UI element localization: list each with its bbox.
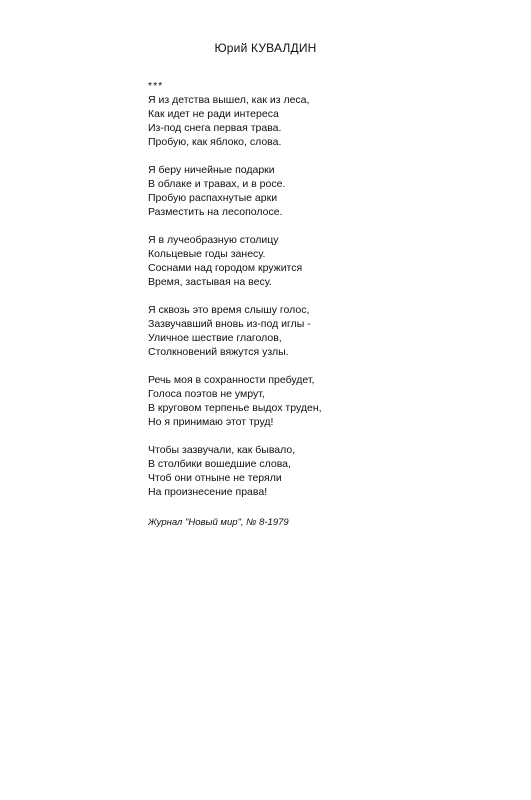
poem-line: Я беру ничейные подарки (148, 164, 275, 176)
poem-line: Кольцевые годы занесу. (148, 248, 266, 260)
poem-line: Речь моя в сохранности пребудет, (148, 374, 315, 386)
poem-line: Как идет не ради интереса (148, 108, 279, 120)
poem-line: Я в лучеобразную столицу (148, 234, 279, 246)
poem-line: Зазвучавший вновь из-под иглы - (148, 318, 311, 330)
poem-line: В облаке и травах, и в росе. (148, 178, 286, 190)
poem-line: Пробую распахнутые арки (148, 192, 278, 204)
poem-line: Я сквозь это время слышу голос, (148, 304, 310, 316)
poem-line: Разместить на лесополосе. (148, 206, 283, 218)
poem-marker: *** (148, 80, 164, 92)
poem-line: Чтоб они отныне не теряли (148, 472, 282, 484)
poem-line: Голоса поэтов не умрут, (148, 388, 265, 400)
poem-line: Время, застывая на весу. (148, 276, 272, 288)
poem-line: Я из детства вышел, как из леса, (148, 94, 310, 106)
stanza (148, 93, 488, 149)
author-name: Юрий КУВАЛДИН (214, 41, 317, 55)
poem-line: Пробую, как яблоко, слова. (148, 136, 282, 148)
poem-line: Чтобы зазвучали, как бывало, (148, 444, 296, 456)
poem-line: В круговом терпенье выдох труден, (148, 402, 322, 414)
poem-line: Уличное шествие глаголов, (148, 332, 282, 344)
poem-line: Соснами над городом кружится (148, 262, 303, 274)
poem (148, 79, 488, 513)
publication-source: Журнал "Новый мир", № 8-1979 (148, 517, 289, 528)
stanza (148, 233, 488, 289)
stanza (148, 443, 488, 499)
stanza (148, 163, 488, 219)
poem-line: Но я принимаю этот труд! (148, 416, 274, 428)
poem-line: Из-под снега первая трава. (148, 122, 282, 134)
stanza (148, 303, 488, 359)
poem-line: На произнесение права! (148, 486, 268, 498)
poem-line: В столбики вошедшие слова, (148, 458, 291, 470)
stanza (148, 373, 488, 429)
poem-line: Столкновений вяжутся узлы. (148, 346, 289, 358)
